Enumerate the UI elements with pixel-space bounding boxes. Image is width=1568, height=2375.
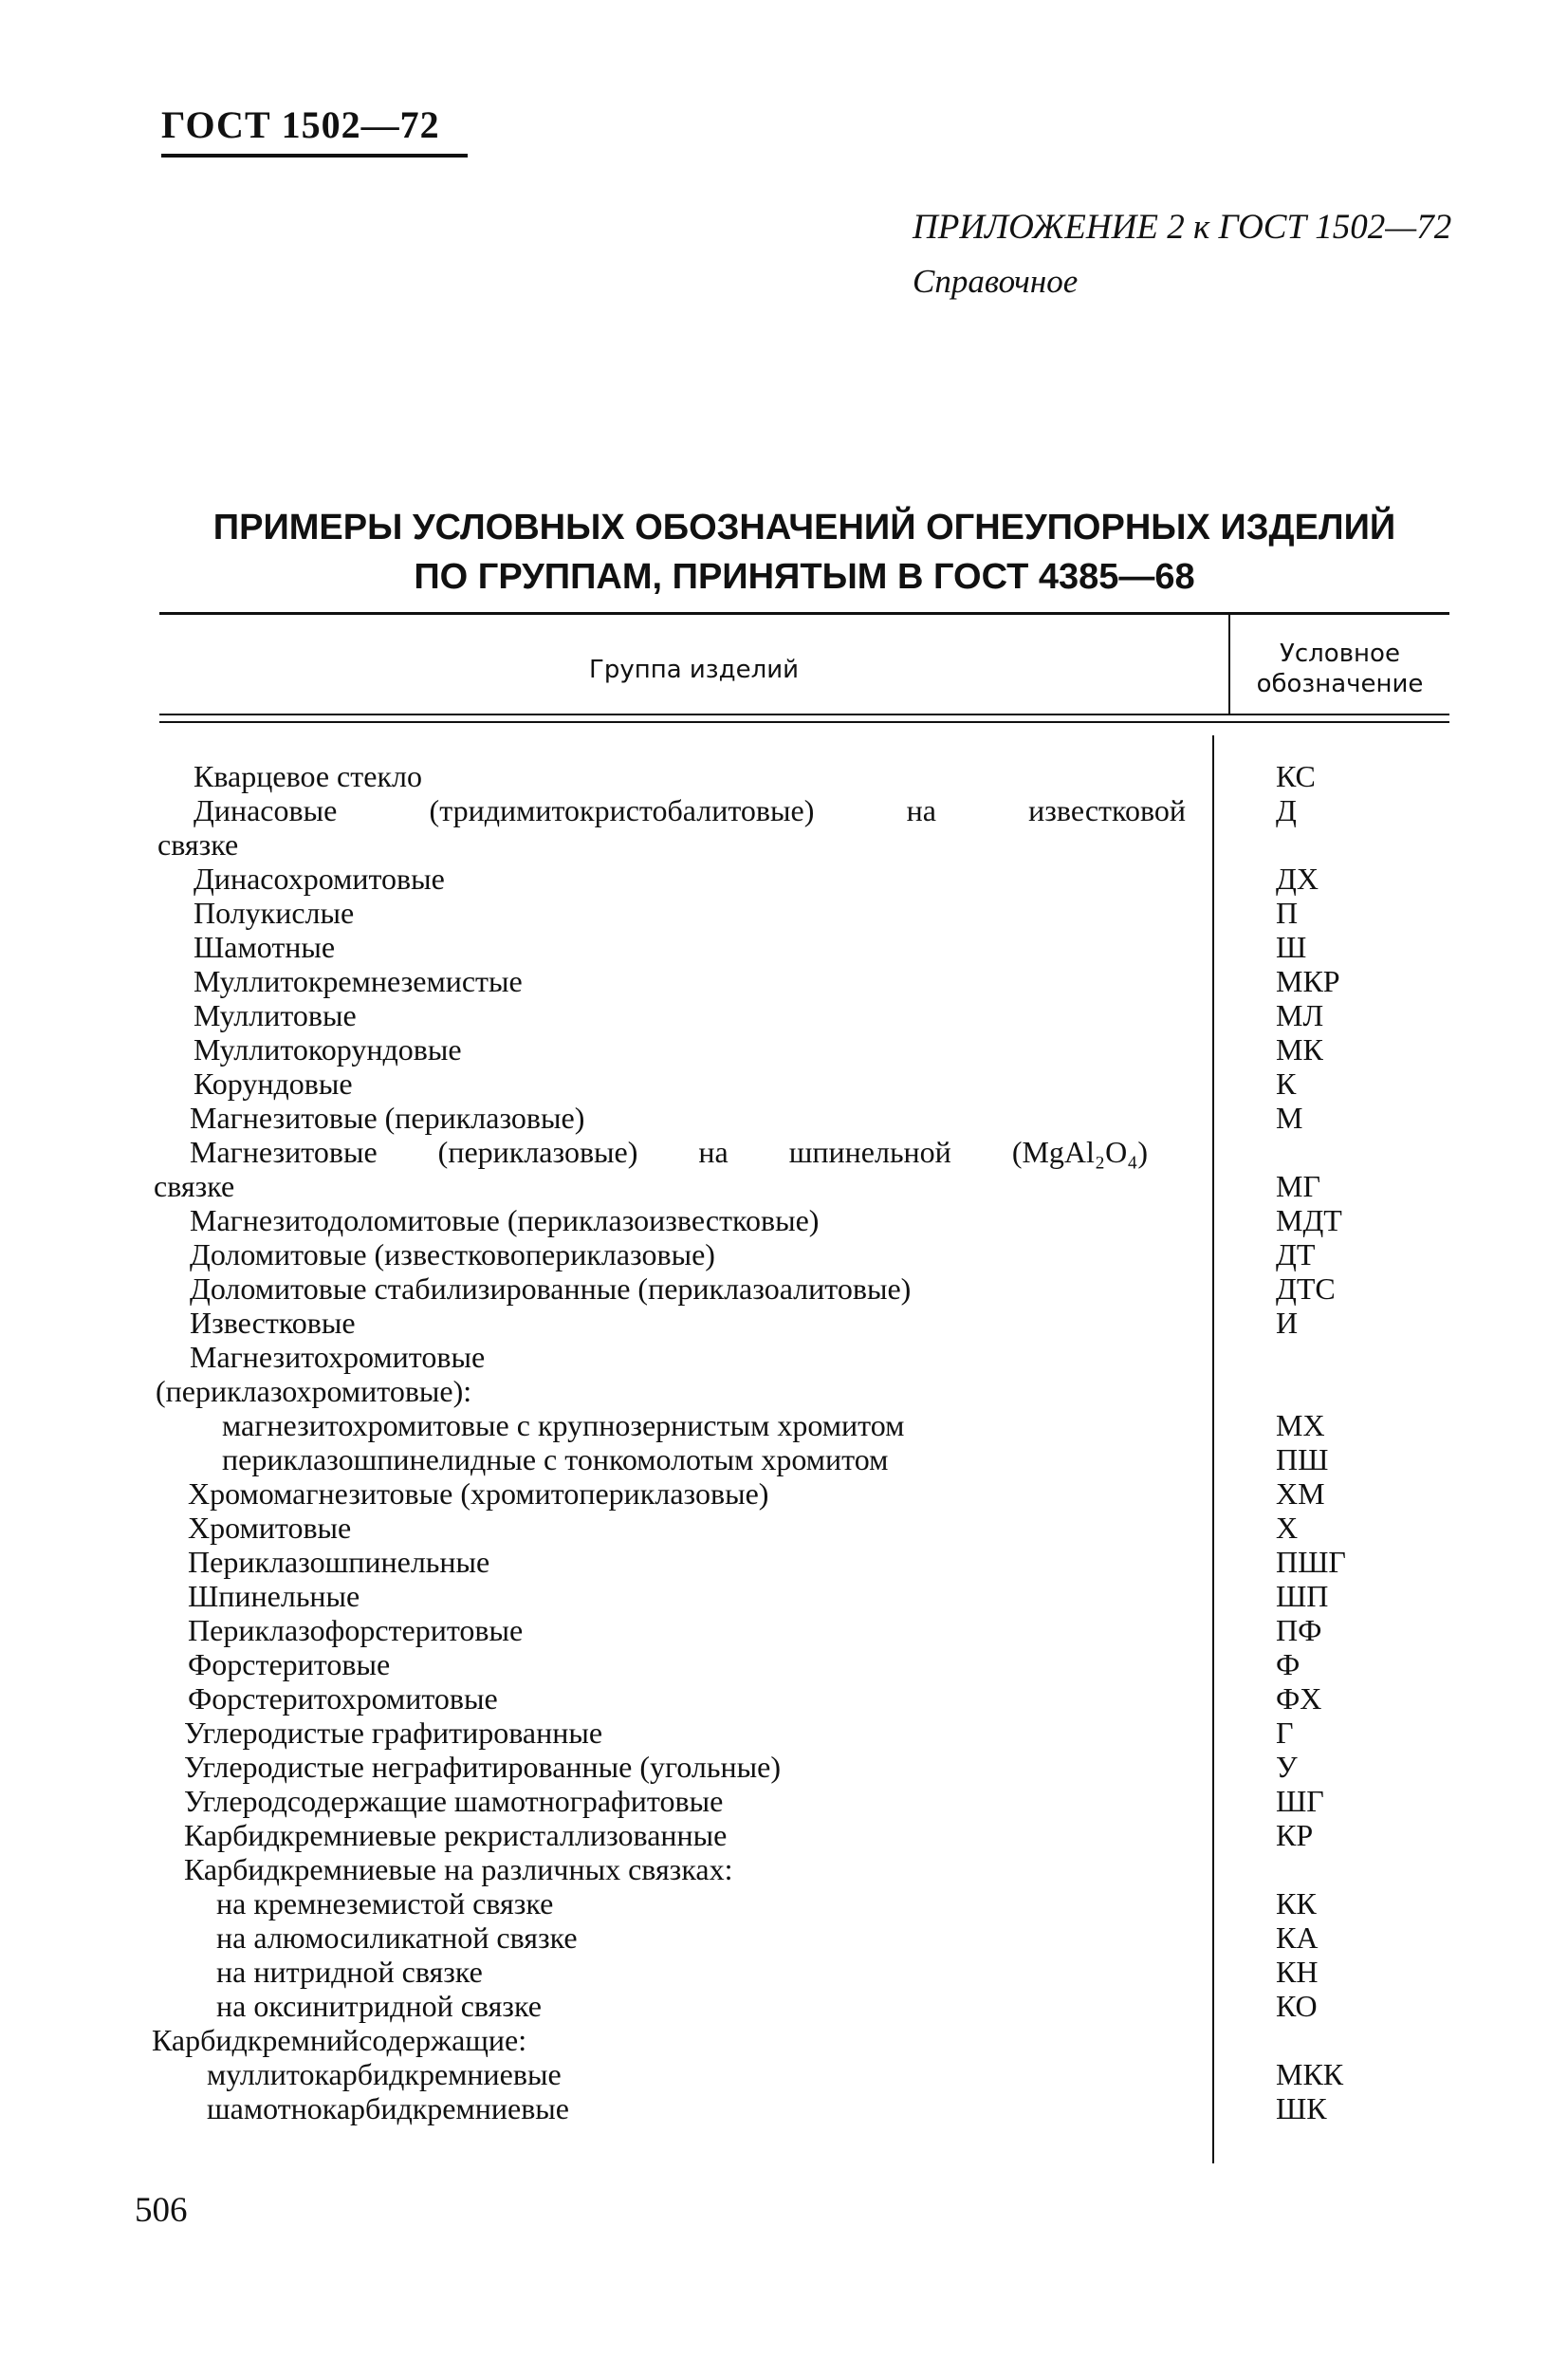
title-line-1: ПРИМЕРЫ УСЛОВНЫХ ОБОЗНАЧЕНИЙ ОГНЕУПОРНЫХ ИЗДЕЛИЙ [212, 508, 1396, 547]
row-name: на алюмосиликатной связке [216, 1920, 578, 1955]
row-name: Карбидкремниевые рекристаллизованные [184, 1818, 728, 1852]
table-row [152, 1203, 1480, 1237]
row-code: Г [1276, 1716, 1294, 1750]
page-title [159, 503, 1449, 602]
row-code: К [1276, 1067, 1297, 1101]
table-row [152, 1032, 1480, 1067]
row-code: КН [1276, 1955, 1319, 1989]
row-name: Известковые [190, 1306, 356, 1340]
row-name: связке [157, 827, 239, 862]
column-header-code-line-1: Условное [1280, 640, 1400, 668]
table-row [152, 759, 1480, 793]
row-code: Х [1276, 1511, 1299, 1545]
table-row [152, 1852, 1480, 1886]
table-row [152, 1511, 1480, 1545]
table-row [152, 1920, 1480, 1955]
table-row [152, 930, 1480, 964]
table-row [152, 827, 1480, 862]
row-code: КК [1276, 1886, 1317, 1920]
header-bottom-rule-1 [159, 714, 1449, 715]
row-name: на кремнеземистой связке [216, 1886, 554, 1920]
row-code: МКР [1276, 964, 1340, 998]
row-code: У [1276, 1750, 1298, 1784]
row-word: (периклазовые) [437, 1135, 638, 1169]
row-name: Муллитокремнеземистые [194, 964, 523, 998]
row-name: Шамотные [194, 930, 336, 964]
row-name: Доломитовые (известковопериклазовые) [190, 1237, 715, 1271]
table-row [152, 1613, 1480, 1647]
row-code: МКК [1276, 2057, 1344, 2091]
row-name-justified [190, 1135, 1148, 1169]
row-name [152, 1135, 1148, 1169]
row-code: КС [1276, 759, 1316, 793]
row-code: КР [1276, 1818, 1314, 1852]
row-word: шпинельной [788, 1135, 951, 1169]
table-row [152, 1306, 1480, 1340]
row-code: ФХ [1276, 1681, 1322, 1716]
table-row [152, 1340, 1480, 1374]
table-row [152, 1716, 1480, 1750]
standard-number: ГОСТ 1502—72 [161, 103, 440, 146]
row-name: магнезитохромитовые с крупнозернистым хромитом [222, 1408, 905, 1442]
table-row [152, 1647, 1480, 1681]
row-code: ШК [1276, 2091, 1327, 2125]
row-code: ДХ [1276, 862, 1319, 896]
row-code: МЛ [1276, 998, 1324, 1032]
row-name: Периклазошпинельные [188, 1545, 490, 1579]
column-header-code-line-2: обозначение [1256, 670, 1424, 698]
table-row [152, 1545, 1480, 1579]
row-name: Корундовые [194, 1067, 353, 1101]
appendix-label: ПРИЛОЖЕНИЕ 2 к ГОСТ 1502—72 [913, 208, 1452, 247]
column-header-group: Группа изделий [588, 656, 800, 684]
row-code: Ф [1276, 1647, 1301, 1681]
title-line-2: ПО ГРУППАМ, ПРИНЯТЫМ В ГОСТ 4385—68 [414, 557, 1195, 597]
row-word: (MgAl₂O₄) [1011, 1135, 1148, 1169]
row-name: Хромомагнезитовые (хромитопериклазовые) [188, 1476, 769, 1511]
table-row [152, 1681, 1480, 1716]
row-code: ПШ [1276, 1442, 1329, 1476]
row-code: ПФ [1276, 1613, 1322, 1647]
row-name: связке [154, 1169, 235, 1203]
row-name: Магнезитодоломитовые (периклазоизвестковые) [190, 1203, 820, 1237]
row-code: ШП [1276, 1579, 1329, 1613]
table-row [152, 862, 1480, 896]
row-code: Д [1276, 793, 1297, 827]
row-word: Магнезитовые [190, 1135, 378, 1169]
row-word: на [698, 1135, 729, 1169]
row-name: Полукислые [194, 896, 355, 930]
row-name: Муллитовые [194, 998, 357, 1032]
table-row [152, 1476, 1480, 1511]
row-name: Углеродистые графитированные [184, 1716, 603, 1750]
table-row [152, 1818, 1480, 1852]
table-row [152, 1408, 1480, 1442]
table-row [152, 1271, 1480, 1306]
row-name: Углеродсодержащие шамотнографитовые [184, 1784, 724, 1818]
row-code: ХМ [1276, 1476, 1325, 1511]
table-row [152, 998, 1480, 1032]
row-name: на нитридной связке [216, 1955, 483, 1989]
table-row [152, 964, 1480, 998]
column-header-code [1230, 639, 1449, 699]
row-code: ПШГ [1276, 1545, 1346, 1579]
row-name: Кварцевое стекло [194, 759, 422, 793]
row-word: известковой [1028, 793, 1186, 827]
row-code: МХ [1276, 1408, 1325, 1442]
row-name: Магнезитохромитовые [190, 1340, 486, 1374]
table-row [152, 2057, 1480, 2091]
table-row [152, 1169, 1480, 1203]
row-name: на оксинитридной связке [216, 1989, 542, 2023]
row-name: Форстеритохромитовые [188, 1681, 498, 1716]
row-code: МГ [1276, 1169, 1320, 1203]
table-row [152, 2023, 1480, 2057]
row-name: шамотнокарбидкремниевые [207, 2091, 569, 2125]
row-name: Карбидкремниевые на различных связках: [184, 1852, 733, 1886]
row-code: И [1276, 1306, 1299, 1340]
row-code: ДТ [1276, 1237, 1316, 1271]
table-row [152, 1067, 1480, 1101]
row-word: на [906, 793, 936, 827]
row-code: М [1276, 1101, 1303, 1135]
table-row [152, 896, 1480, 930]
row-code: ШГ [1276, 1784, 1324, 1818]
row-code: П [1276, 896, 1299, 930]
row-code: Ш [1276, 930, 1307, 964]
page-number: 506 [135, 2191, 188, 2230]
table-row [152, 1750, 1480, 1784]
row-word: (тридимитокристобалитовые) [429, 793, 815, 827]
row-code: ДТС [1276, 1271, 1336, 1306]
row-name: Форстеритовые [188, 1647, 391, 1681]
row-name: Периклазофорстеритовые [188, 1613, 524, 1647]
table-top-rule [159, 612, 1449, 615]
row-word: Динасовые [194, 793, 338, 827]
row-name: муллитокарбидкремниевые [207, 2057, 562, 2091]
row-name: Доломитовые стабилизированные (периклазоалитовые) [190, 1271, 912, 1306]
table-row [152, 2091, 1480, 2125]
row-code: КО [1276, 1989, 1318, 2023]
row-name: периклазошпинелидные с тонкомолотым хромитом [222, 1442, 889, 1476]
table-row [152, 1955, 1480, 1989]
header-underline [161, 154, 468, 158]
table-row [152, 1579, 1480, 1613]
row-name [152, 793, 1186, 827]
row-name: Хромитовые [188, 1511, 352, 1545]
row-code: КА [1276, 1920, 1319, 1955]
row-name: Магнезитовые (периклазовые) [190, 1101, 585, 1135]
row-name: (периклазохромитовые): [156, 1374, 472, 1408]
table-row [152, 1989, 1480, 2023]
appendix-note: Справочное [913, 263, 1079, 300]
table-row [152, 1237, 1480, 1271]
table-row [152, 1374, 1480, 1408]
table-row [152, 1784, 1480, 1818]
row-name: Углеродистые неграфитированные (угольные) [184, 1750, 781, 1784]
row-code: МК [1276, 1032, 1323, 1067]
table-row [152, 793, 1480, 827]
row-name: Карбидкремнийсодержащие: [152, 2023, 527, 2057]
header-bottom-rule-2 [159, 721, 1449, 723]
table-row [152, 1886, 1480, 1920]
row-name: Динасохромитовые [194, 862, 445, 896]
row-name: Муллитокорундовые [194, 1032, 462, 1067]
table-row [152, 1135, 1480, 1169]
row-name: Шпинельные [188, 1579, 360, 1613]
row-name-justified [194, 793, 1186, 827]
table-row [152, 1101, 1480, 1135]
table-row [152, 1442, 1480, 1476]
row-code: МДТ [1276, 1203, 1342, 1237]
